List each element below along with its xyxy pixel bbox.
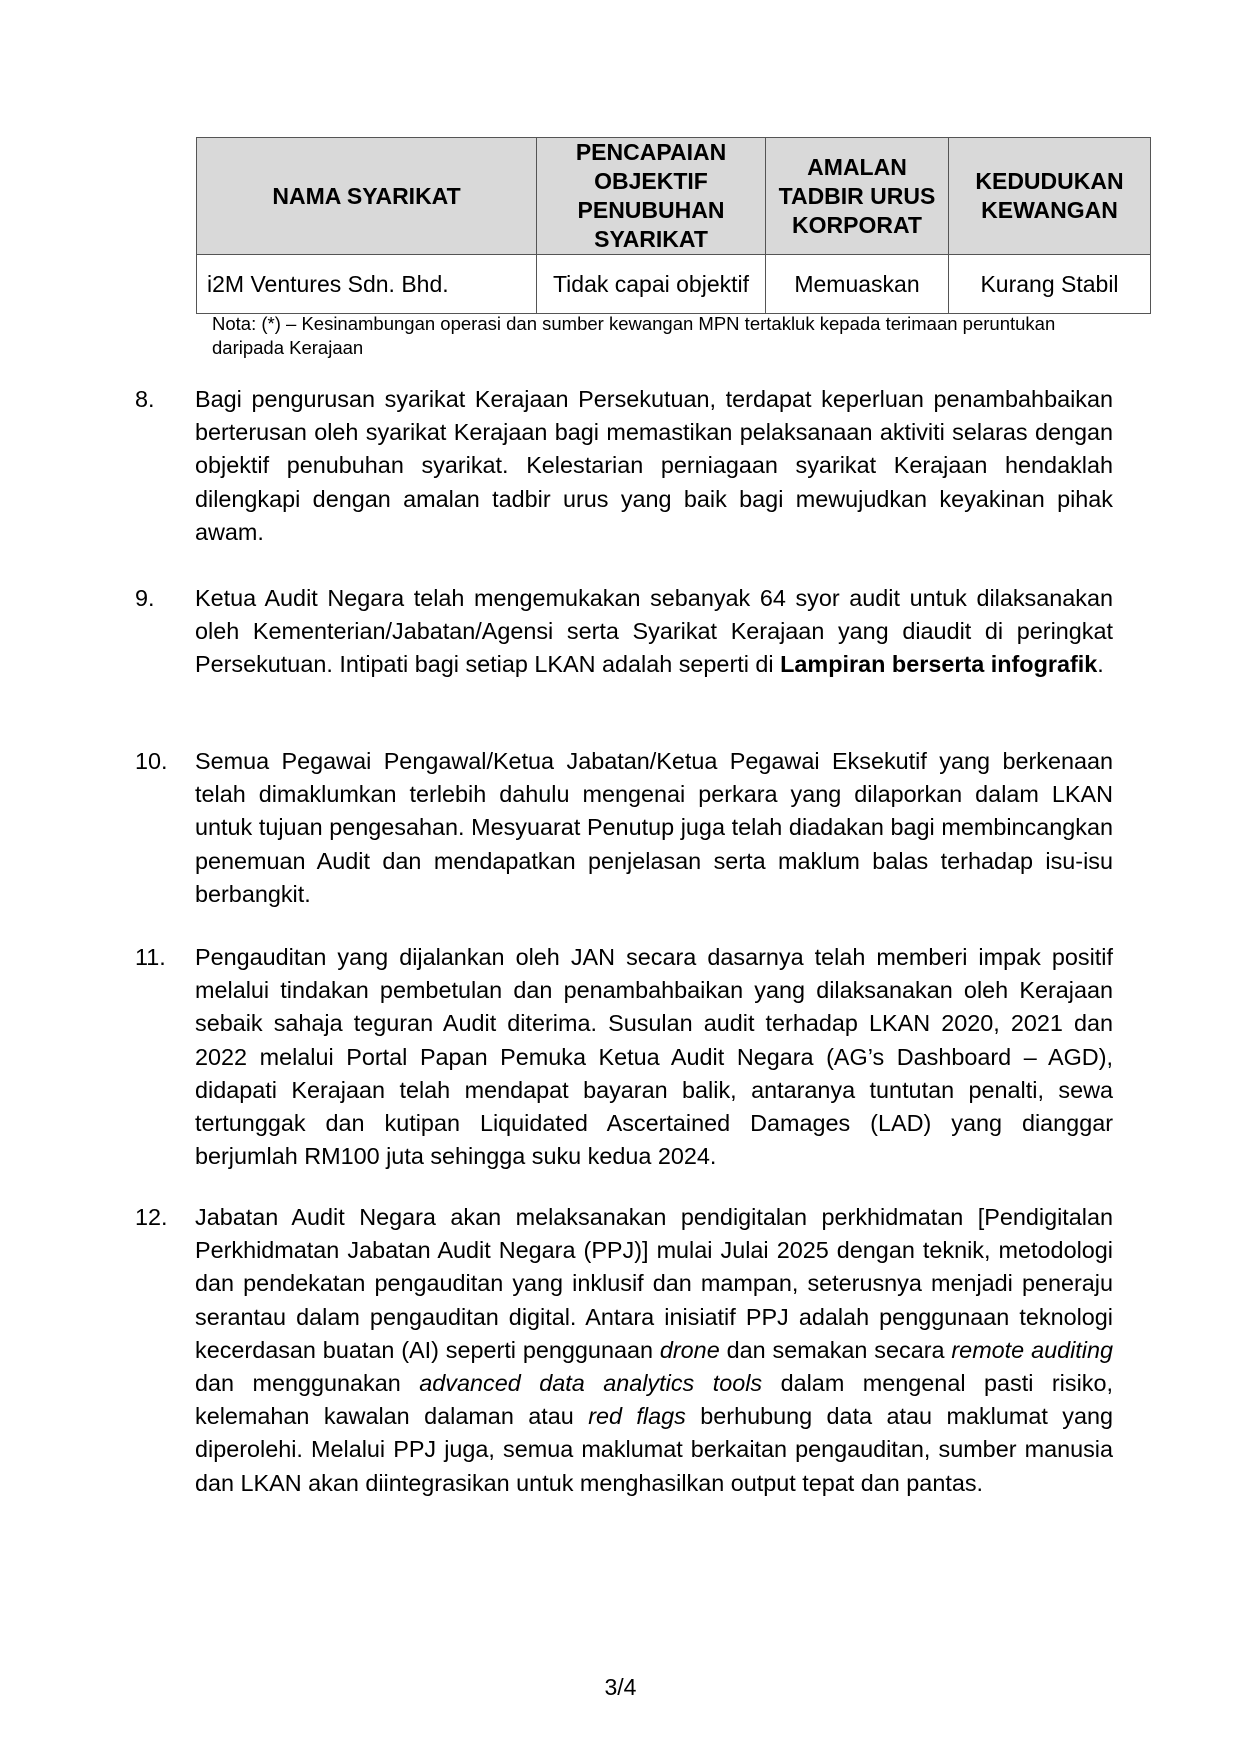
paragraph-text: Pengauditan yang dijalankan oleh JAN secara dasarnya telah memberi impak positif melalui tindakan pembetulan dan penambahbaikan yang dilaksanakan oleh Kerajaan sebaik sahaja teguran Audit diterima. Susulan audit terhadap LKAN 2020, 2021 dan 2022 melalui Portal Papan Pemuka Ketua Audit Negara (AG’s Dashboard – AGD), didapati Kerajaan telah mendapat bayaran balik, antaranya tuntutan penalti, sewa tertunggak dan kutipan Liquidated Ascertained Damages (LAD) yang dianggar berjumlah RM100 juta sehingga suku kedua 2024.	[195, 944, 1113, 1170]
appendix-reference: Lampiran berserta infografik	[780, 651, 1098, 678]
cell-objective-achievement: Tidak capai objektif	[537, 255, 766, 314]
table-note: Nota: (*) – Kesinambungan operasi dan sumber kewangan MPN tertakluk kepada terimaan peruntukan daripada Kerajaan	[212, 313, 1056, 358]
header-objective-achievement: PENCAPAIAN OBJEKTIF PENUBUHAN SYARIKAT	[537, 138, 766, 255]
cell-corporate-governance: Memuaskan	[766, 255, 949, 314]
paragraph-number: 11.	[135, 944, 166, 970]
italic-term: drone	[659, 1336, 720, 1363]
paragraph-number: 8.	[135, 386, 155, 412]
paragraph-text: Jabatan Audit Negara akan melaksanakan pendigitalan perkhidmatan [Pendigitalan Perkhidmatan Jabatan Audit Negara (PPJ)] mulai Julai 2025 dengan teknik, metodologi dan pendekatan pengauditan yang inklusif dan mampan, seterusnya menjadi peneraju serantau dalam pengauditan digital. Antara inisiatif PPJ adalah penggunaan teknologi kecerdasan buatan (AI) seperti penggunaan drone dan semakan secara remote auditing dan menggunakan advanced data analytics tools dalam mengenal pasti risiko, kelemahan kawalan dalaman atau red flags berhubung data atau maklumat yang diperolehi. Melalui PPJ juga, semua maklumat berkaitan pengauditan, sumber manusia dan LKAN akan diintegrasikan untuk menghasilkan output tepat dan pantas.	[195, 1204, 1114, 1496]
header-company-name: NAMA SYARIKAT	[197, 138, 537, 255]
paragraph-text: Semua Pegawai Pengawal/Ketua Jabatan/Ketua Pegawai Eksekutif yang berkenaan telah dimaklumkan terlebih dahulu mengenai perkara yang dilaporkan dalam LKAN untuk tujuan pengesahan. Mesyuarat Penutup juga telah diadakan bagi membincangkan penemuan Audit dan mendapatkan penjelasan serta maklum balas terhadap isu-isu berbangkit.	[195, 748, 1113, 907]
italic-term: red flags	[588, 1403, 686, 1430]
table-row	[197, 255, 1151, 314]
cell-financial-position: Kurang Stabil	[949, 255, 1151, 314]
paragraph-text: Ketua Audit Negara telah mengemukakan sebanyak 64 syor audit untuk dilaksanakan oleh Kementerian/Jabatan/Agensi serta Syarikat Kerajaan yang diaudit di peringkat Persekutuan. Intipati bagi setiap LKAN adalah seperti di Lampiran berserta infografik.	[195, 585, 1113, 678]
paragraph-text: Bagi pengurusan syarikat Kerajaan Persekutuan, terdapat keperluan penambahbaikan berterusan oleh syarikat Kerajaan bagi memastikan pelaksanaan aktiviti selaras dengan objektif penubuhan syarikat. Kelestarian perniagaan syarikat Kerajaan hendaklah dilengkapi dengan amalan tadbir urus yang baik bagi mewujudkan keyakinan pihak awam.	[195, 386, 1113, 545]
header-financial-position: KEDUDUKAN KEWANGAN	[949, 138, 1151, 255]
cell-company-name: i2M Ventures Sdn. Bhd.	[197, 255, 537, 314]
italic-term: advanced data analytics tools	[419, 1370, 763, 1397]
paragraph-number: 9.	[135, 585, 155, 611]
table-header-row	[197, 138, 1151, 255]
italic-term: remote auditing	[951, 1336, 1114, 1363]
company-performance-table	[196, 137, 1151, 314]
header-corporate-governance: AMALAN TADBIR URUS KORPORAT	[766, 138, 949, 255]
paragraph-number: 10.	[135, 748, 168, 774]
page-number: 3/4	[604, 1674, 637, 1700]
paragraph-number: 12.	[135, 1204, 168, 1230]
